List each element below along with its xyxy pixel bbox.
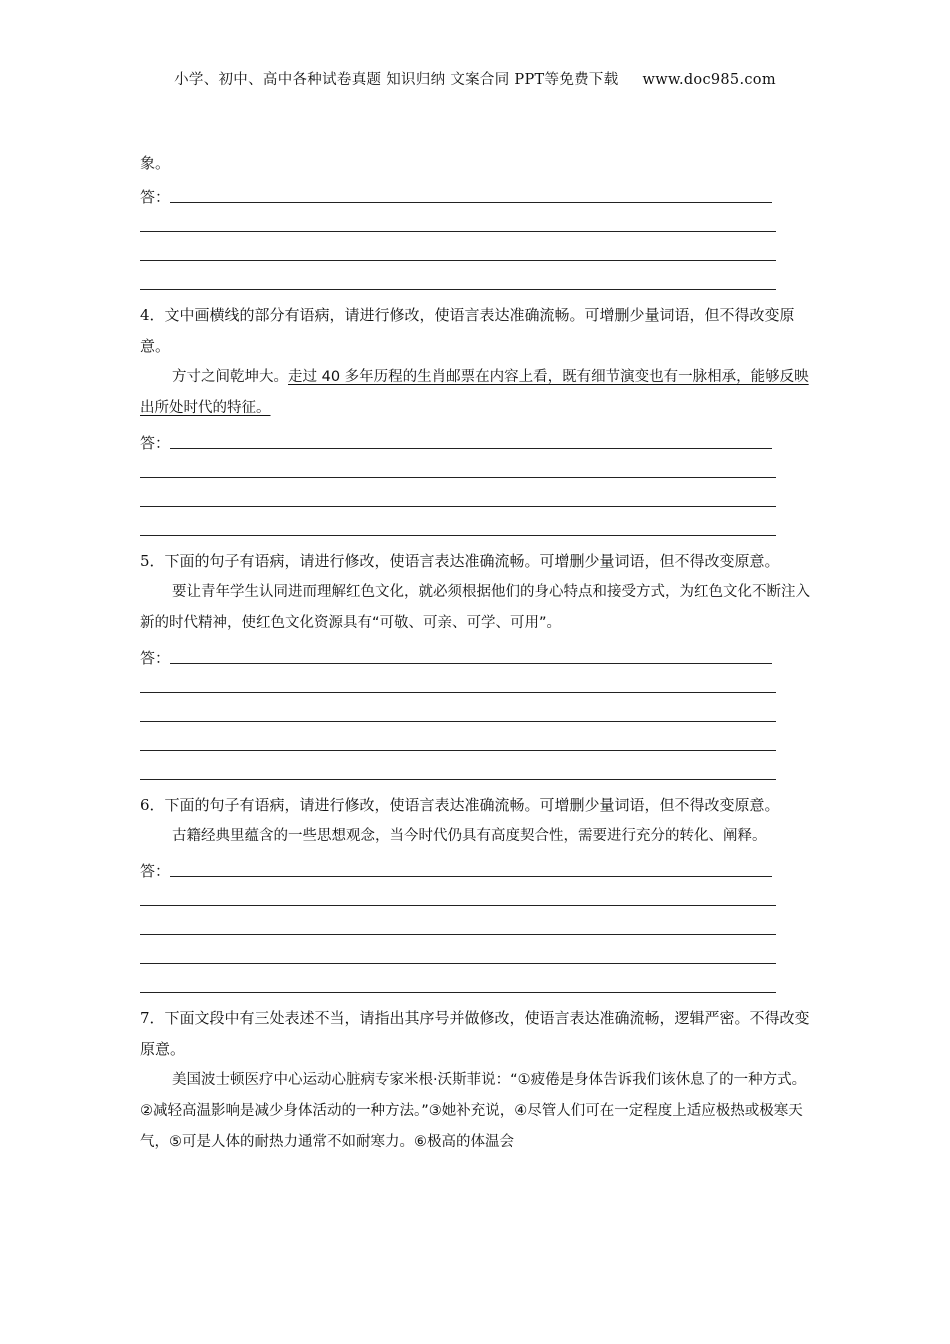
answer-blank-row: [140, 726, 812, 755]
question-prompt: [140, 790, 812, 821]
answer-blank-row: [140, 755, 812, 784]
question-number: 5．: [140, 552, 165, 570]
answer-blank-row: [140, 697, 812, 726]
answer-line[interactable]: [140, 963, 776, 964]
question-number: 4．: [140, 306, 165, 324]
passage-underlined-text: 走过 40 多年历程的生肖邮票在内容上看，既有细节演变也有一脉相承，能够反映出所处时代的特征。: [140, 369, 809, 416]
question-prompt-text: 下面的句子有语病，请进行修改，使语言表达准确流畅。可增删少量词语，但不得改变原意。: [164, 796, 780, 814]
question-prompt-text: 下面的句子有语病，请进行修改，使语言表达准确流畅。可增删少量词语，但不得改变原意。: [164, 552, 780, 570]
header-text: 小学、初中、高中各种试卷真题 知识归纳 文案合同 PPT等免费下载: [174, 72, 619, 88]
answer-blank-row: [140, 968, 812, 997]
answer-line[interactable]: [140, 934, 776, 935]
worksheet-content: [140, 148, 812, 1158]
answer-blank-row: [140, 236, 812, 265]
answer-blank-row: [140, 265, 812, 294]
answer-line[interactable]: [140, 260, 776, 261]
question-passage: 古籍经典里蕴含的一些思想观念，当今时代仍具有高度契合性，需要进行充分的转化、阐释。: [172, 828, 767, 844]
header-url[interactable]: www.doc985.com: [642, 72, 776, 88]
answer-blank-row: [140, 207, 812, 236]
question-passage: [140, 362, 812, 424]
answer-blank-row: [140, 453, 812, 482]
answer-line[interactable]: [140, 535, 776, 536]
passage-text: 方寸之间乾坤大。: [172, 369, 288, 385]
answer-row: [140, 424, 812, 453]
answer-label: 答：: [140, 188, 171, 206]
answer-line[interactable]: [140, 289, 776, 290]
answer-row: [140, 639, 812, 668]
answer-blank-row: [140, 511, 812, 540]
answer-blank-row: [140, 668, 812, 697]
answer-line[interactable]: [140, 477, 776, 478]
question-7: [140, 1003, 812, 1158]
answer-line[interactable]: [140, 692, 776, 693]
carryover-text: 象。: [140, 154, 171, 172]
answer-line[interactable]: [140, 779, 776, 780]
answer-line[interactable]: [140, 231, 776, 232]
answer-line[interactable]: [140, 905, 776, 906]
question-5: [140, 546, 812, 784]
answer-line[interactable]: [170, 663, 772, 664]
answer-blank-row: [140, 881, 812, 910]
question-passage: 美国波士顿医疗中心运动心脏病专家米根·沃斯菲说：“①疲倦是身体告诉我们该休息了的一种方式。②减轻高温影响是减少身体活动的一种方法。”③她补充说，④尽管人们可在一定程度上适应极热或极寒天气，⑤可是人体的耐热力通常不如耐寒力。⑥极高的体温会: [140, 1072, 807, 1150]
answer-blank-row: [140, 482, 812, 511]
question-4: [140, 300, 812, 540]
question-number: 7．: [140, 1009, 165, 1027]
answer-row: [140, 852, 812, 881]
answer-line[interactable]: [140, 506, 776, 507]
question-prompt: [140, 300, 812, 362]
answer-line[interactable]: [170, 448, 772, 449]
answer-label: 答：: [140, 434, 171, 452]
question-number: 6．: [140, 796, 165, 814]
answer-blank-row: [140, 910, 812, 939]
answer-row: [140, 178, 812, 207]
question-prompt: [140, 546, 812, 577]
answer-label: 答：: [140, 862, 171, 880]
answer-line[interactable]: [140, 992, 776, 993]
question-prompt-text: 文中画横线的部分有语病，请进行修改，使语言表达准确流畅。可增删少量词语，但不得改变原意。: [140, 306, 795, 355]
question-prompt: [140, 1003, 812, 1065]
answer-line[interactable]: [140, 750, 776, 751]
question-passage: 要让青年学生认同进而理解红色文化，就必须根据他们的身心特点和接受方式，为红色文化不断注入新的时代精神，使红色文化资源具有“可敬、可亲、可学、可用”。: [140, 584, 810, 631]
answer-line[interactable]: [170, 876, 772, 877]
page-header: [0, 68, 950, 89]
answer-label: 答：: [140, 649, 171, 667]
question-prompt-text: 下面文段中有三处表述不当，请指出其序号并做修改，使语言表达准确流畅，逻辑严密。不得改变原意。: [140, 1009, 810, 1058]
question-6: [140, 790, 812, 997]
answer-line[interactable]: [140, 721, 776, 722]
answer-line[interactable]: [170, 202, 772, 203]
answer-blank-row: [140, 939, 812, 968]
